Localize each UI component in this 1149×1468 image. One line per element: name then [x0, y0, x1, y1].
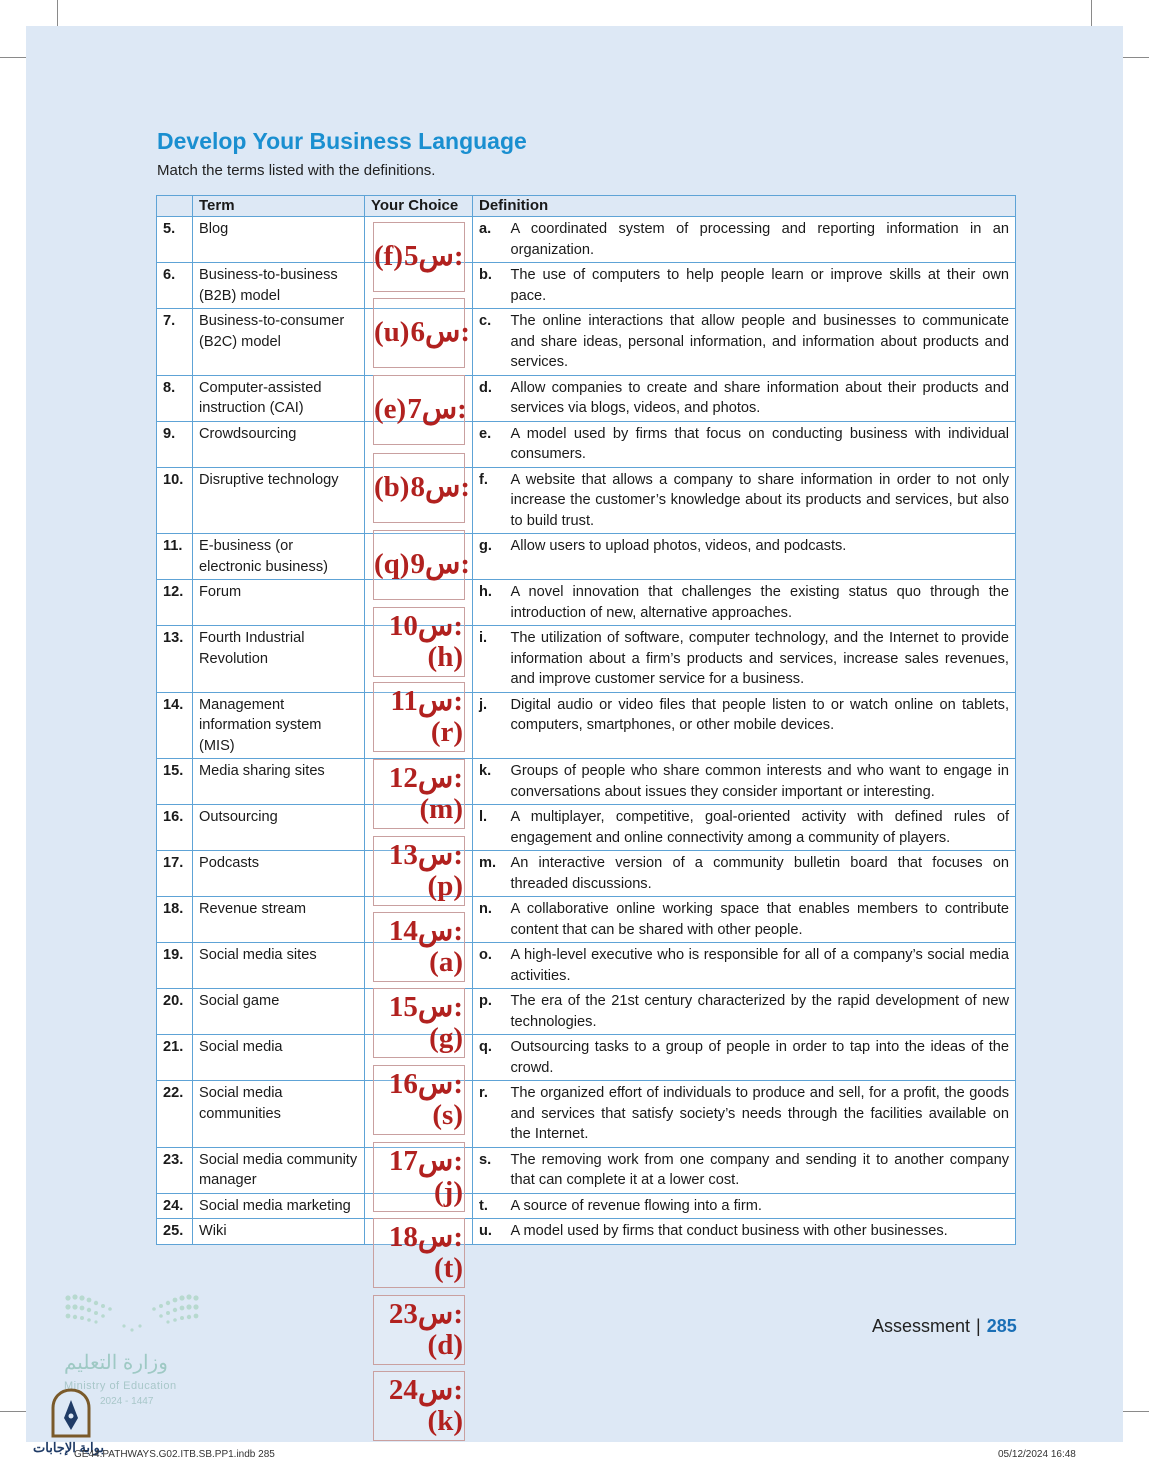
crop-mark: [0, 57, 26, 58]
table-row: [157, 897, 1016, 943]
ministry-year: 2024 - 1447: [100, 1396, 154, 1407]
answer-letter: (h): [427, 641, 463, 673]
row-definition: A model used by firms that focus on conducting business with individual consumers.: [505, 421, 1016, 467]
answer-letter: (q): [374, 548, 410, 580]
row-definition-letter: s.: [473, 1147, 505, 1193]
row-number: 14.: [157, 692, 193, 759]
answer-question: س6:: [410, 316, 471, 348]
row-term: Social media community manager: [193, 1147, 365, 1193]
answer-letter: (m): [419, 793, 463, 825]
row-definition: The utilization of software, computer technology, and the Internet to provide information about a firm’s products and services, increase sales revenues, and improve customer service for a business.: [505, 626, 1016, 693]
table-row: [157, 1035, 1016, 1081]
row-definition: A multiplayer, competitive, goal-oriented activity with defined rules of engagement and online connectivity among a community of players.: [505, 805, 1016, 851]
table-header-row: [157, 196, 1016, 217]
row-definition: A high-level executive who is responsible for all of a company’s social media activities.: [505, 943, 1016, 989]
answer-box: [373, 1218, 465, 1288]
row-term: Social media communities: [193, 1081, 365, 1148]
answer-letter: (p): [427, 870, 463, 902]
table-row: [157, 805, 1016, 851]
row-definition: The organized effort of individuals to produce and sell, for a profit, the goods and services that satisfy society’s needs through the facilities available on the Internet.: [505, 1081, 1016, 1148]
row-definition: Groups of people who share common interests and who want to engage in conversations about issues they consider important or interesting.: [505, 759, 1016, 805]
answer-question: س9:: [410, 548, 471, 580]
row-number: 6.: [157, 263, 193, 309]
row-definition-letter: g.: [473, 534, 505, 580]
answer-box: [373, 988, 465, 1058]
table-row: [157, 217, 1016, 263]
crop-mark: [0, 1411, 26, 1412]
header-term: Term: [193, 196, 365, 217]
answer-question: س8:: [410, 471, 471, 503]
row-definition-letter: q.: [473, 1035, 505, 1081]
row-term: Crowdsourcing: [193, 421, 365, 467]
crop-mark: [1123, 57, 1149, 58]
answer-box: [373, 607, 465, 677]
row-number: 17.: [157, 851, 193, 897]
answer-question: س18:: [388, 1221, 463, 1253]
ministry-name-arabic: وزارة التعليم: [64, 1352, 168, 1374]
row-term: Fourth Industrial Revolution: [193, 626, 365, 693]
row-term: Business-to-business (B2B) model: [193, 263, 365, 309]
row-number: 25.: [157, 1219, 193, 1245]
print-slug-file: GE44.PATHWAYS.G02.ITB.SB.PP1.indb 285: [74, 1449, 275, 1460]
answer-box: [373, 375, 465, 445]
row-definition: A model used by firms that conduct business with other businesses.: [505, 1219, 1016, 1245]
answer-box: [373, 453, 471, 523]
row-term: Outsourcing: [193, 805, 365, 851]
answer-box: [373, 1142, 465, 1212]
row-term: E-business (or electronic business): [193, 534, 365, 580]
header-choice: Your Choice: [365, 196, 473, 217]
row-number: 9.: [157, 421, 193, 467]
crop-mark: [1123, 1411, 1149, 1412]
table-row: [157, 467, 1016, 534]
row-definition-letter: m.: [473, 851, 505, 897]
row-definition: The use of computers to help people learn or improve skills at their own pace.: [505, 263, 1016, 309]
row-number: 23.: [157, 1147, 193, 1193]
table-row: [157, 943, 1016, 989]
row-term: Social media sites: [193, 943, 365, 989]
answer-letter: (k): [427, 1405, 463, 1437]
answer-question: س5:: [403, 240, 464, 272]
row-term: Social media marketing: [193, 1193, 365, 1219]
row-number: 18.: [157, 897, 193, 943]
answer-box: [373, 298, 471, 368]
answer-letter: (e): [374, 393, 407, 425]
pen-logo-icon: [50, 1388, 92, 1438]
row-number: 19.: [157, 943, 193, 989]
row-definition-letter: e.: [473, 421, 505, 467]
row-number: 16.: [157, 805, 193, 851]
answer-letter: (f): [374, 240, 403, 272]
row-term: Wiki: [193, 1219, 365, 1245]
ministry-logo-icon: [62, 1290, 202, 1340]
row-definition: A coordinated system of processing and reporting information in an organization.: [505, 217, 1016, 263]
row-definition: Allow users to upload photos, videos, and podcasts.: [505, 534, 1016, 580]
site-name-arabic: بوابة الإجابات: [33, 1440, 104, 1455]
answer-question: س13:: [388, 839, 463, 871]
answer-letter: (d): [427, 1329, 463, 1361]
answer-letter: (j): [434, 1176, 463, 1208]
row-term: Revenue stream: [193, 897, 365, 943]
row-term: Blog: [193, 217, 365, 263]
crop-mark: [57, 0, 58, 26]
answer-box: [373, 912, 465, 982]
row-term: Podcasts: [193, 851, 365, 897]
row-term: Social media: [193, 1035, 365, 1081]
row-definition-letter: c.: [473, 309, 505, 376]
row-definition: Digital audio or video files that people listen to or watch online on tablets, computers, smartphones, or other mobile devices.: [505, 692, 1016, 759]
answer-question: س23:: [388, 1298, 463, 1330]
answer-question: س10:: [388, 610, 463, 642]
answer-box: [373, 1371, 465, 1441]
page-title: Develop Your Business Language: [157, 128, 527, 154]
row-term: Business-to-consumer (B2C) model: [193, 309, 365, 376]
row-term: Media sharing sites: [193, 759, 365, 805]
row-number: 7.: [157, 309, 193, 376]
row-term: Computer-assisted instruction (CAI): [193, 375, 365, 421]
row-number: 22.: [157, 1081, 193, 1148]
row-number: 10.: [157, 467, 193, 534]
row-definition-letter: f.: [473, 467, 505, 534]
table-row: [157, 1081, 1016, 1148]
table-row: [157, 534, 1016, 580]
row-definition-letter: d.: [473, 375, 505, 421]
answer-box: [373, 836, 465, 906]
answer-letter: (a): [429, 946, 463, 978]
table-row: [157, 263, 1016, 309]
row-number: 24.: [157, 1193, 193, 1219]
row-term: Social game: [193, 989, 365, 1035]
instructions: Match the terms listed with the definitions.: [157, 162, 436, 179]
row-number: 15.: [157, 759, 193, 805]
row-number: 11.: [157, 534, 193, 580]
row-term: Disruptive technology: [193, 467, 365, 534]
header-num: [157, 196, 193, 217]
row-definition-letter: i.: [473, 626, 505, 693]
row-definition-letter: b.: [473, 263, 505, 309]
matching-table: [156, 195, 1016, 1245]
row-definition: A novel innovation that challenges the existing status quo through the introduction of new, alternative approaches.: [505, 580, 1016, 626]
row-definition-letter: u.: [473, 1219, 505, 1245]
answer-letter: (s): [432, 1099, 463, 1131]
row-definition: A collaborative online working space that enables members to contribute content that can be shared with other people.: [505, 897, 1016, 943]
answer-question: س12:: [388, 762, 463, 794]
page-footer: [872, 1316, 1017, 1337]
answer-question: س7:: [407, 393, 467, 425]
answer-question: س15:: [388, 991, 463, 1023]
answer-letter: (u): [374, 316, 410, 348]
header-definition: Definition: [473, 196, 1016, 217]
answer-box: [373, 759, 465, 829]
row-term: Forum: [193, 580, 365, 626]
print-slug-date: 05/12/2024 16:48: [998, 1449, 1076, 1460]
row-number: 21.: [157, 1035, 193, 1081]
row-definition: A source of revenue flowing into a firm.: [505, 1193, 1016, 1219]
answer-question: س14:: [388, 915, 463, 947]
answer-question: س11:: [390, 685, 463, 717]
table-row: [157, 580, 1016, 626]
row-definition-letter: t.: [473, 1193, 505, 1219]
row-number: 13.: [157, 626, 193, 693]
row-definition-letter: k.: [473, 759, 505, 805]
table-row: [157, 375, 1016, 421]
answer-question: س16:: [388, 1068, 463, 1100]
section-name: Assessment: [872, 1316, 971, 1336]
row-number: 20.: [157, 989, 193, 1035]
answer-letter: (b): [374, 471, 410, 503]
row-definition-letter: l.: [473, 805, 505, 851]
row-number: 5.: [157, 217, 193, 263]
answer-letter: (t): [434, 1252, 463, 1284]
answer-box: [373, 1295, 465, 1365]
row-number: 8.: [157, 375, 193, 421]
answer-letter: (g): [429, 1022, 463, 1054]
row-definition-letter: h.: [473, 580, 505, 626]
answer-letter: (r): [430, 716, 463, 748]
answer-box: [373, 530, 471, 600]
answer-question: س24:: [388, 1374, 463, 1406]
row-term: Management information system (MIS): [193, 692, 365, 759]
table-row: [157, 759, 1016, 805]
answer-question: س17:: [388, 1145, 463, 1177]
table-body: [157, 217, 1016, 1245]
answer-box: [373, 1065, 465, 1135]
table-row: [157, 1219, 1016, 1245]
row-definition: The era of the 21st century characterized by the rapid development of new technologies.: [505, 989, 1016, 1035]
crop-mark: [1091, 0, 1092, 26]
row-definition-letter: a.: [473, 217, 505, 263]
row-definition: The online interactions that allow people and businesses to communicate and share ideas, personal information, and information about products and services.: [505, 309, 1016, 376]
row-definition-letter: o.: [473, 943, 505, 989]
row-definition-letter: n.: [473, 897, 505, 943]
row-number: 12.: [157, 580, 193, 626]
ministry-name-english: Ministry of Education: [64, 1380, 177, 1392]
footer-separator: |: [976, 1316, 981, 1336]
table-row: [157, 309, 1016, 376]
page-number: 285: [986, 1316, 1017, 1336]
row-definition: An interactive version of a community bulletin board that focuses on threaded discussions.: [505, 851, 1016, 897]
table-row: [157, 626, 1016, 693]
row-definition-letter: j.: [473, 692, 505, 759]
table-row: [157, 1147, 1016, 1193]
row-definition: The removing work from one company and sending it to another company that can complete it at a lower cost.: [505, 1147, 1016, 1193]
table-row: [157, 421, 1016, 467]
answer-box: [373, 682, 465, 752]
row-definition-letter: p.: [473, 989, 505, 1035]
answer-box: [373, 222, 465, 292]
table-row: [157, 851, 1016, 897]
table-row: [157, 692, 1016, 759]
row-definition-letter: r.: [473, 1081, 505, 1148]
row-definition: Outsourcing tasks to a group of people in order to tap into the ideas of the crowd.: [505, 1035, 1016, 1081]
row-definition: A website that allows a company to share information in order to not only increase the customer’s knowledge about its products and services, but also to build trust.: [505, 467, 1016, 534]
row-definition: Allow companies to create and share information about their products and services via blogs, videos, and photos.: [505, 375, 1016, 421]
table-row: [157, 1193, 1016, 1219]
table-row: [157, 989, 1016, 1035]
